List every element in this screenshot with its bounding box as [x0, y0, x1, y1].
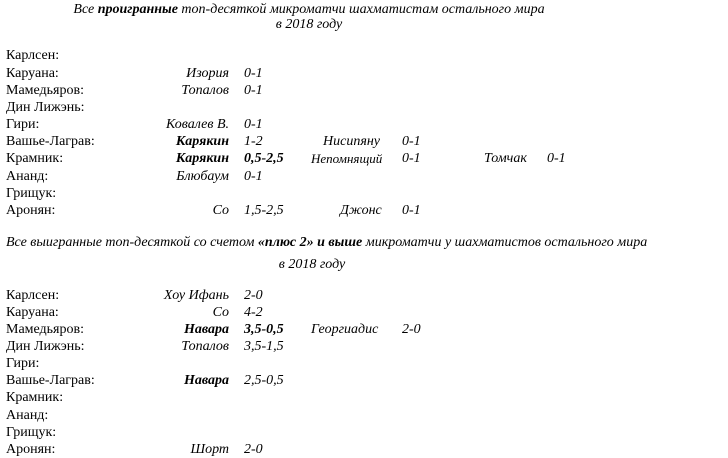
section1-title-before: Все: [73, 2, 98, 17]
section2-title-after: микроматчи у шахматистов остального мира: [362, 235, 648, 250]
section1-player: Гири:: [6, 117, 40, 132]
section2-score: 3,5-0,5: [244, 322, 284, 337]
section2-title-line2: в 2018 году: [278, 257, 346, 272]
section2-score: 3,5-1,5: [244, 339, 284, 354]
section1-title-bold: проигранные: [97, 2, 178, 17]
section1-opponent: Изория: [186, 66, 229, 81]
section2-player: Карлсен:: [6, 288, 60, 303]
section2-opponent: Со: [212, 305, 229, 320]
section1-opponent-2: Непомнящий: [311, 151, 383, 166]
section2-opponent-2: Георгиадис: [311, 322, 379, 337]
section2-opponent: Навара: [183, 373, 229, 388]
section1-player: Грищук:: [6, 186, 57, 201]
section2-opponent: Шорт: [190, 442, 229, 457]
section1-opponent: Карякин: [175, 134, 229, 149]
section1-score: 1,5-2,5: [244, 203, 284, 218]
section1-score: 0,5-2,5: [244, 151, 284, 166]
section1-score: 0-1: [244, 66, 263, 81]
section1-title-after: топ-десяткой микроматчи шахматистам остального мира: [177, 2, 545, 17]
section1-score-3: 0-1: [547, 151, 566, 166]
section1-title-line2: в 2018 году: [275, 17, 343, 32]
section1-score: 0-1: [244, 83, 263, 98]
section1-score-2: 0-1: [402, 203, 421, 218]
section1-player: Карлсен:: [6, 48, 60, 63]
section2-title-bold: «плюс 2» и выше: [257, 235, 363, 250]
section1-opponent-2: Джонс: [340, 203, 382, 218]
section1-opponent: Со: [212, 203, 229, 218]
section1-score: 1-2: [244, 134, 263, 149]
section2-player: Крамник:: [6, 390, 64, 405]
section1-player: Крамник:: [6, 151, 64, 166]
section2-opponent: Хоу Ифань: [163, 288, 229, 303]
section2-score: 2,5-0,5: [244, 373, 284, 388]
section1-opponent: Ковалев В.: [165, 117, 229, 132]
section1-player: Аронян:: [6, 203, 56, 218]
section1-player: Вашье-Лаграв:: [6, 134, 95, 149]
section2-player: Дин Лижэнь:: [6, 339, 85, 354]
section2-score: 2-0: [244, 288, 263, 303]
section1-opponent: Карякин: [175, 151, 229, 166]
section2-player: Аронян:: [6, 442, 56, 457]
section1-opponent-3: Томчак: [484, 151, 527, 166]
section1-opponent-2: Нисипяну: [323, 134, 380, 149]
section2-title-line1: [6, 234, 647, 251]
section2-player: Ананд:: [6, 408, 49, 423]
section1-player: Дин Лижэнь:: [6, 100, 85, 115]
section2-opponent: Топалов: [181, 339, 229, 354]
section2-player: Каруана:: [6, 305, 59, 320]
section2-opponent: Навара: [183, 322, 229, 337]
section1-score-2: 0-1: [402, 151, 421, 166]
section2-score: 2-0: [244, 442, 263, 457]
section2-title-before: Все выигранные топ-десяткой со счетом: [6, 235, 258, 250]
section2-score: 4-2: [244, 305, 263, 320]
section1-player: Ананд:: [6, 169, 49, 184]
section1-player: Каруана:: [6, 66, 59, 81]
section1-score: 0-1: [244, 169, 263, 184]
section1-player: Мамедьяров:: [6, 83, 84, 98]
section2-player: Мамедьяров:: [6, 322, 84, 337]
section2-score-2: 2-0: [402, 322, 421, 337]
section2-player: Вашье-Лаграв:: [6, 373, 95, 388]
section1-score-2: 0-1: [402, 134, 421, 149]
section1-score: 0-1: [244, 117, 263, 132]
section1-opponent: Блюбаум: [176, 169, 229, 184]
section2-player: Грищук:: [6, 425, 57, 440]
section1-opponent: Топалов: [181, 83, 229, 98]
section2-player: Гири:: [6, 356, 40, 371]
